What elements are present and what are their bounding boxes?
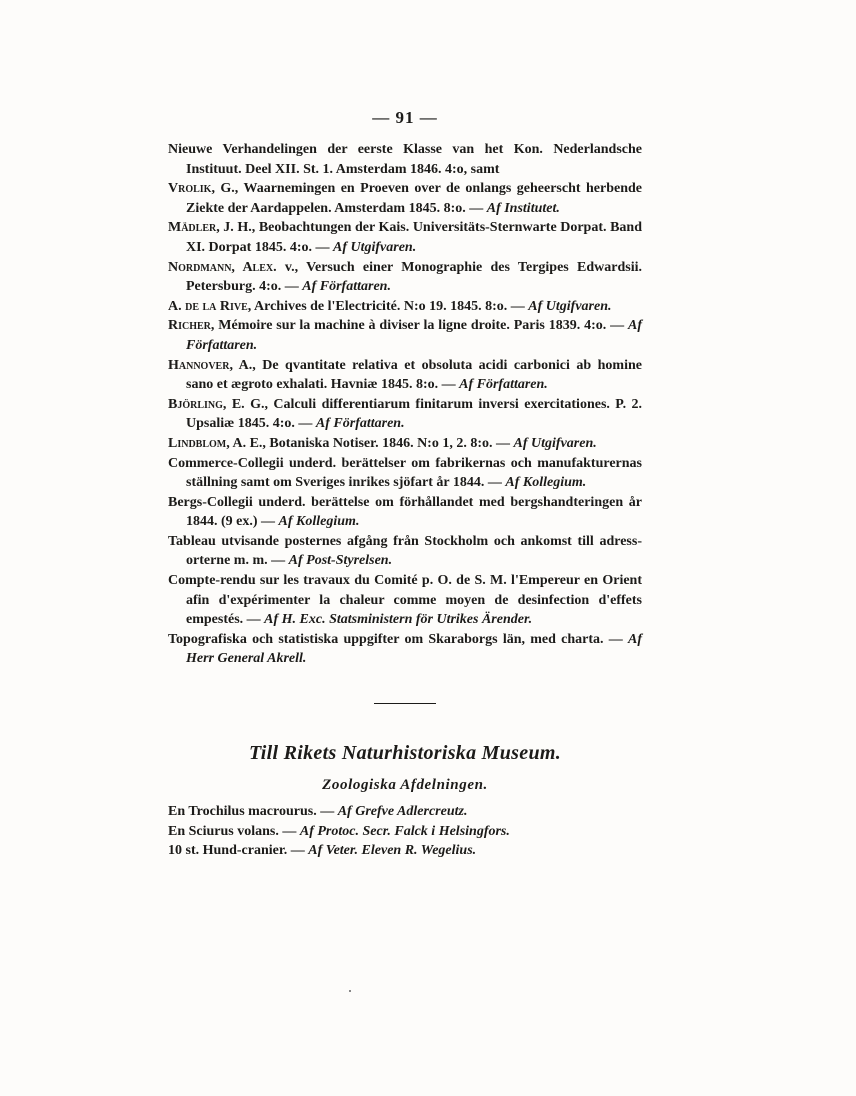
entry-text: , J. H., Beobachtungen der Kais. Universitäts-Sternwarte Dorpat. Band XI. Dorpat 1845. 4:o. — bbox=[186, 220, 642, 255]
list-item bbox=[168, 571, 642, 630]
donor: Af Grefve Adlercreutz. bbox=[337, 804, 468, 820]
list-item bbox=[168, 297, 642, 317]
donor: Af Författaren. bbox=[186, 318, 642, 353]
donor: Af H. Exc. Statsministern för Utrikes Ärender. bbox=[264, 612, 533, 628]
donor: Af Institutet. bbox=[486, 200, 560, 216]
donor: Af Författaren. bbox=[302, 279, 391, 295]
list-item bbox=[168, 179, 642, 218]
entry-text: , Archives de l'Electricité. N:o 19. 1845. 8:o. — bbox=[247, 298, 529, 314]
entry-text: , G., Waarnemingen en Proeven over de onlangs geheerscht herbende Ziekte der Aardappelen. Amsterdam 1845. 8:o. — bbox=[186, 181, 642, 216]
donor: Af Författaren. bbox=[315, 416, 405, 432]
list-item bbox=[168, 841, 642, 861]
list-item bbox=[168, 434, 642, 454]
author: Lindblom bbox=[168, 435, 227, 451]
donor: Af Herr General Akrell. bbox=[186, 631, 642, 667]
subsection-title: Zoologiska Afdelningen. bbox=[322, 777, 488, 794]
list-item bbox=[168, 258, 642, 297]
list-item bbox=[168, 316, 642, 355]
entry-text: En Sciurus volans. — bbox=[168, 823, 300, 839]
author: Richer bbox=[168, 318, 211, 334]
entry-text: v., Versuch einer Monographie des Tergipes Edwardsii. Petersburg. 4:o. — bbox=[186, 259, 642, 295]
print-speck bbox=[349, 990, 351, 992]
entry-text: Nieuwe Verhandelingen der eerste Klasse van het Kon. Nederlandsche Instituut. Deel XII. St. 1. Amsterdam 1846. 4:o, samt bbox=[168, 142, 642, 177]
page bbox=[168, 108, 642, 861]
museum-list bbox=[168, 802, 642, 861]
donor: Af Protoc. Secr. Falck i Helsingfors. bbox=[299, 823, 510, 839]
acquisitions-list bbox=[168, 140, 642, 669]
section-title: Till Rikets Naturhistoriska Museum. bbox=[248, 742, 562, 765]
entry-text: , A., De qvantitate relativa et obsoluta acidi carbonici ab homine sano et ægroto exhalati. Havniæ 1845. 8:o. — bbox=[186, 357, 642, 393]
section-divider bbox=[374, 703, 436, 704]
entry-text: , A. E., Botaniska Notiser. 1846. N:o 1, 2. 8:o. — bbox=[226, 435, 514, 451]
list-item bbox=[168, 356, 642, 395]
list-item bbox=[168, 493, 642, 532]
donor: Af Utgifvaren. bbox=[333, 239, 417, 255]
list-item bbox=[168, 630, 642, 669]
author: Nordmann, Alex. bbox=[168, 259, 277, 275]
entry-text: Bergs-Collegii underd. berättelse om förhållandet med bergshandteringen år 1844. (9 ex.) — bbox=[168, 494, 642, 530]
entry-text: En Trochilus macrourus. — bbox=[168, 804, 338, 820]
author: A. de la Rive bbox=[168, 298, 248, 314]
entry-text: 10 st. Hund-cranier. — bbox=[168, 843, 309, 859]
donor: Af Författaren. bbox=[459, 377, 548, 393]
donor: Af Kollegium. bbox=[505, 475, 587, 491]
list-item bbox=[168, 140, 642, 179]
author: Mädler bbox=[168, 220, 217, 236]
entry-text: , Mémoire sur la machine à diviser la ligne droite. Paris 1839. 4:o. — bbox=[210, 318, 628, 334]
donor: Af Veter. Eleven R. Wegelius. bbox=[308, 843, 477, 859]
entry-text: Tableau utvisande posternes afgång från Stockholm och ankomst till adress-orterne m. m. — bbox=[168, 533, 642, 569]
author: Vrolik bbox=[168, 181, 212, 197]
donor: Af Utgifvaren. bbox=[513, 435, 597, 451]
entry-text: , E. G., Calculi differentiarum finitarum inversi exercitationes. P. 2. Upsaliæ 1845. 4:o. — bbox=[186, 396, 642, 432]
donor: Af Kollegium. bbox=[278, 514, 360, 530]
list-item bbox=[168, 454, 642, 493]
author: Björling bbox=[168, 396, 223, 412]
donor: Af Utgifvaren. bbox=[528, 298, 612, 314]
list-item bbox=[168, 532, 642, 571]
list-item bbox=[168, 395, 642, 434]
list-item bbox=[168, 822, 642, 842]
entry-text: Topografiska och statistiska uppgifter om Skaraborgs län, med charta. — bbox=[168, 631, 628, 647]
author: Hannover bbox=[168, 357, 230, 373]
list-item bbox=[168, 218, 642, 257]
list-item bbox=[168, 802, 642, 822]
page-number: — 91 — bbox=[372, 108, 438, 127]
entry-text: Commerce-Collegii underd. berättelser om fabrikernas och manufakturernas ställning samt om Sveriges inrikes sjöfart år 1844. — bbox=[168, 455, 642, 491]
donor: Af Post-Styrelsen. bbox=[288, 553, 393, 569]
entry-text: Compte-rendu sur les travaux du Comité p. O. de S. M. l'Empereur en Orient afin d'expérimenter la chaleur comme moyen de desinfection d'effets empestés. — bbox=[168, 573, 642, 628]
